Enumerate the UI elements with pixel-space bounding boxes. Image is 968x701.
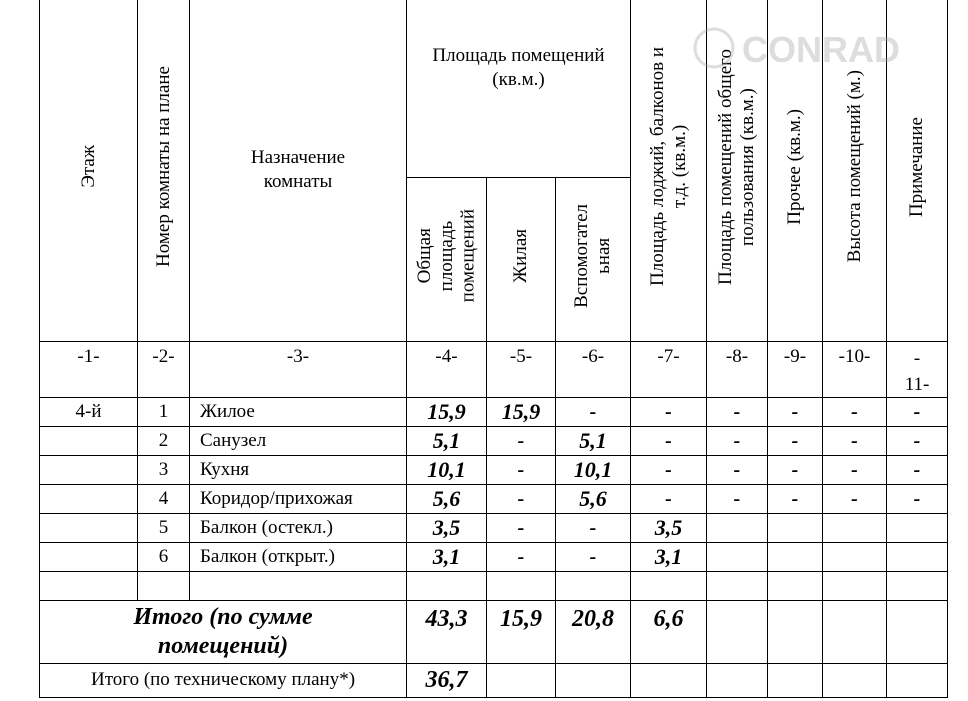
room-total-area: 5,1: [407, 427, 487, 456]
floor-cell: [40, 514, 138, 543]
column-number: -5-: [487, 342, 556, 398]
room-aux-area: -: [556, 514, 631, 543]
room-note: -: [887, 456, 948, 485]
room-note: -: [887, 485, 948, 514]
table-row: [40, 427, 948, 456]
header-living-area: Жилая: [487, 178, 556, 342]
room-common-area: -: [707, 485, 768, 514]
room-height: -: [823, 456, 887, 485]
room-number: 2: [138, 427, 190, 456]
room-name: Балкон (остекл.): [190, 514, 407, 543]
room-living-area: -: [487, 427, 556, 456]
room-total-area: 15,9: [407, 398, 487, 427]
room-name: Балкон (открыт.): [190, 543, 407, 572]
room-living-area: -: [487, 514, 556, 543]
room-number: 5: [138, 514, 190, 543]
column-number: -4-: [407, 342, 487, 398]
column-number: -10-: [823, 342, 887, 398]
room-height: -: [823, 398, 887, 427]
empty-row: [40, 572, 948, 601]
table-row: [40, 514, 948, 543]
room-other: [768, 543, 823, 572]
room-height: [823, 514, 887, 543]
header-other: Прочее (кв.м.): [768, 0, 823, 342]
room-loggia-area: -: [631, 398, 707, 427]
floor-cell: [40, 427, 138, 456]
room-name: Кухня: [190, 456, 407, 485]
header-floor: Этаж: [40, 0, 138, 342]
explication-table: [39, 0, 948, 698]
room-name: Санузел: [190, 427, 407, 456]
room-note: [887, 514, 948, 543]
room-loggia-area: 3,1: [631, 543, 707, 572]
header-room-number: Номер комнаты на плане: [138, 0, 190, 342]
room-aux-area: 5,1: [556, 427, 631, 456]
column-number-row: [40, 342, 948, 398]
column-number: -6-: [556, 342, 631, 398]
header-auxiliary-area: Вспомогател ьная: [556, 178, 631, 342]
header-purpose: Назначение комнаты: [190, 0, 407, 342]
header-common-area: Площадь помещений общего пользования (кв.м.): [707, 0, 768, 342]
floor-cell: 4-й: [40, 398, 138, 427]
room-note: [887, 543, 948, 572]
table-row: [40, 485, 948, 514]
room-living-area: -: [487, 485, 556, 514]
table-row: [40, 398, 948, 427]
header-area-group: Площадь помещений (кв.м.): [407, 0, 631, 178]
column-number: -1-: [40, 342, 138, 398]
floor-cell: [40, 456, 138, 485]
header-height: Высота помещений (м.): [823, 0, 887, 342]
room-common-area: [707, 514, 768, 543]
room-other: [768, 514, 823, 543]
room-height: -: [823, 485, 887, 514]
room-common-area: -: [707, 427, 768, 456]
table-row: [40, 456, 948, 485]
column-number: -2-: [138, 342, 190, 398]
column-number: -9-: [768, 342, 823, 398]
totals-row: [40, 601, 948, 664]
header-total-area: Общая площадь помещений: [407, 178, 487, 342]
totals-loggia-area: 6,6: [631, 601, 707, 664]
room-common-area: [707, 543, 768, 572]
room-aux-area: 10,1: [556, 456, 631, 485]
column-number: - 11-: [887, 342, 948, 398]
room-aux-area: 5,6: [556, 485, 631, 514]
room-total-area: 10,1: [407, 456, 487, 485]
totals-living-area: 15,9: [487, 601, 556, 664]
room-number: 4: [138, 485, 190, 514]
room-number: 1: [138, 398, 190, 427]
totals-label: Итого (по сумме помещений): [40, 601, 407, 664]
table-row: [40, 543, 948, 572]
room-total-area: 5,6: [407, 485, 487, 514]
room-other: -: [768, 485, 823, 514]
room-name: Коридор/прихожая: [190, 485, 407, 514]
room-other: -: [768, 456, 823, 485]
room-height: [823, 543, 887, 572]
tech-plan-total-area: 36,7: [407, 664, 487, 698]
room-loggia-area: -: [631, 427, 707, 456]
room-other: -: [768, 427, 823, 456]
header-loggia-area: Площадь лоджий, балконов и т.д. (кв.м.): [631, 0, 707, 342]
room-height: -: [823, 427, 887, 456]
column-number: -8-: [707, 342, 768, 398]
column-number: -7-: [631, 342, 707, 398]
room-living-area: -: [487, 456, 556, 485]
room-living-area: -: [487, 543, 556, 572]
room-loggia-area: -: [631, 456, 707, 485]
tech-plan-label: Итого (по техническому плану*): [40, 664, 407, 698]
room-aux-area: -: [556, 398, 631, 427]
room-total-area: 3,1: [407, 543, 487, 572]
room-note: -: [887, 398, 948, 427]
column-number: -3-: [190, 342, 407, 398]
room-name: Жилое: [190, 398, 407, 427]
room-number: 3: [138, 456, 190, 485]
room-common-area: -: [707, 398, 768, 427]
room-loggia-area: 3,5: [631, 514, 707, 543]
room-note: -: [887, 427, 948, 456]
room-other: -: [768, 398, 823, 427]
room-living-area: 15,9: [487, 398, 556, 427]
floor-cell: [40, 485, 138, 514]
header-note: Примечание: [887, 0, 948, 342]
tech-plan-row: [40, 664, 948, 698]
room-number: 6: [138, 543, 190, 572]
totals-aux-area: 20,8: [556, 601, 631, 664]
watermark-text: CONRAD: [742, 29, 900, 70]
room-loggia-area: -: [631, 485, 707, 514]
room-common-area: -: [707, 456, 768, 485]
room-total-area: 3,5: [407, 514, 487, 543]
room-aux-area: -: [556, 543, 631, 572]
totals-total-area: 43,3: [407, 601, 487, 664]
floor-cell: [40, 543, 138, 572]
